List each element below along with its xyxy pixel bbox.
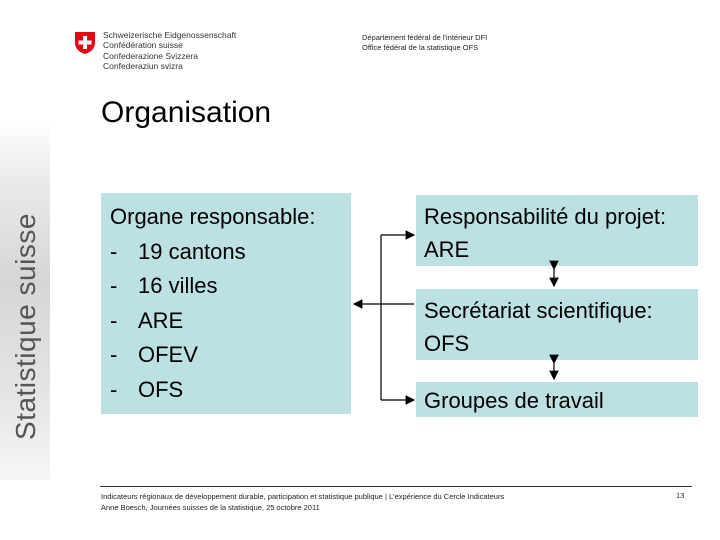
office-line: Office fédéral de la statistique OFS bbox=[362, 43, 479, 52]
list-item-label: 16 villes bbox=[138, 273, 218, 298]
box-line: OFS bbox=[424, 331, 470, 356]
box-line: Groupes de travail bbox=[424, 388, 604, 413]
box-line: Responsabilité du projet: bbox=[424, 204, 667, 229]
bullet-dash: - bbox=[110, 307, 118, 333]
list-item-label: ARE bbox=[138, 307, 184, 333]
bullet-dash: - bbox=[110, 376, 118, 402]
slide-title: Organisation bbox=[101, 96, 272, 129]
page-number: 13 bbox=[676, 491, 685, 500]
box-line: ARE bbox=[424, 237, 470, 262]
confederation-line: Schweizerische Eidgenossenschaft bbox=[103, 30, 237, 40]
list-item-label: OFS bbox=[138, 376, 184, 402]
department-line: Département fédéral de l'intérieur DFI bbox=[362, 33, 488, 42]
box-line: Secrétariat scientifique: bbox=[424, 298, 653, 323]
bullet-dash: - bbox=[110, 273, 118, 298]
footer-line-1: Indicateurs régionaux de développement durable, participation et statistique publique | L'expérience du Cercle Indicateurs bbox=[101, 492, 505, 501]
bullet-dash: - bbox=[110, 342, 118, 367]
confederation-line: Confederaziun svizra bbox=[103, 60, 183, 71]
side-band-label: Statistique suisse bbox=[10, 213, 41, 440]
responsible-body-heading: Organe responsable: bbox=[110, 204, 316, 229]
footer-line-2: Anne Boesch, Journées suisses de la statistique, 25 octobre 2011 bbox=[101, 503, 320, 512]
list-item-label: 19 cantons bbox=[138, 238, 246, 264]
list-item-label: OFEV bbox=[138, 342, 198, 367]
footer-divider bbox=[100, 486, 692, 487]
bullet-dash: - bbox=[110, 238, 118, 264]
confederation-line: Confédération suisse bbox=[103, 40, 183, 51]
footer-text bbox=[101, 491, 504, 513]
confederation-line: Confederazione Svizzera bbox=[103, 50, 198, 61]
